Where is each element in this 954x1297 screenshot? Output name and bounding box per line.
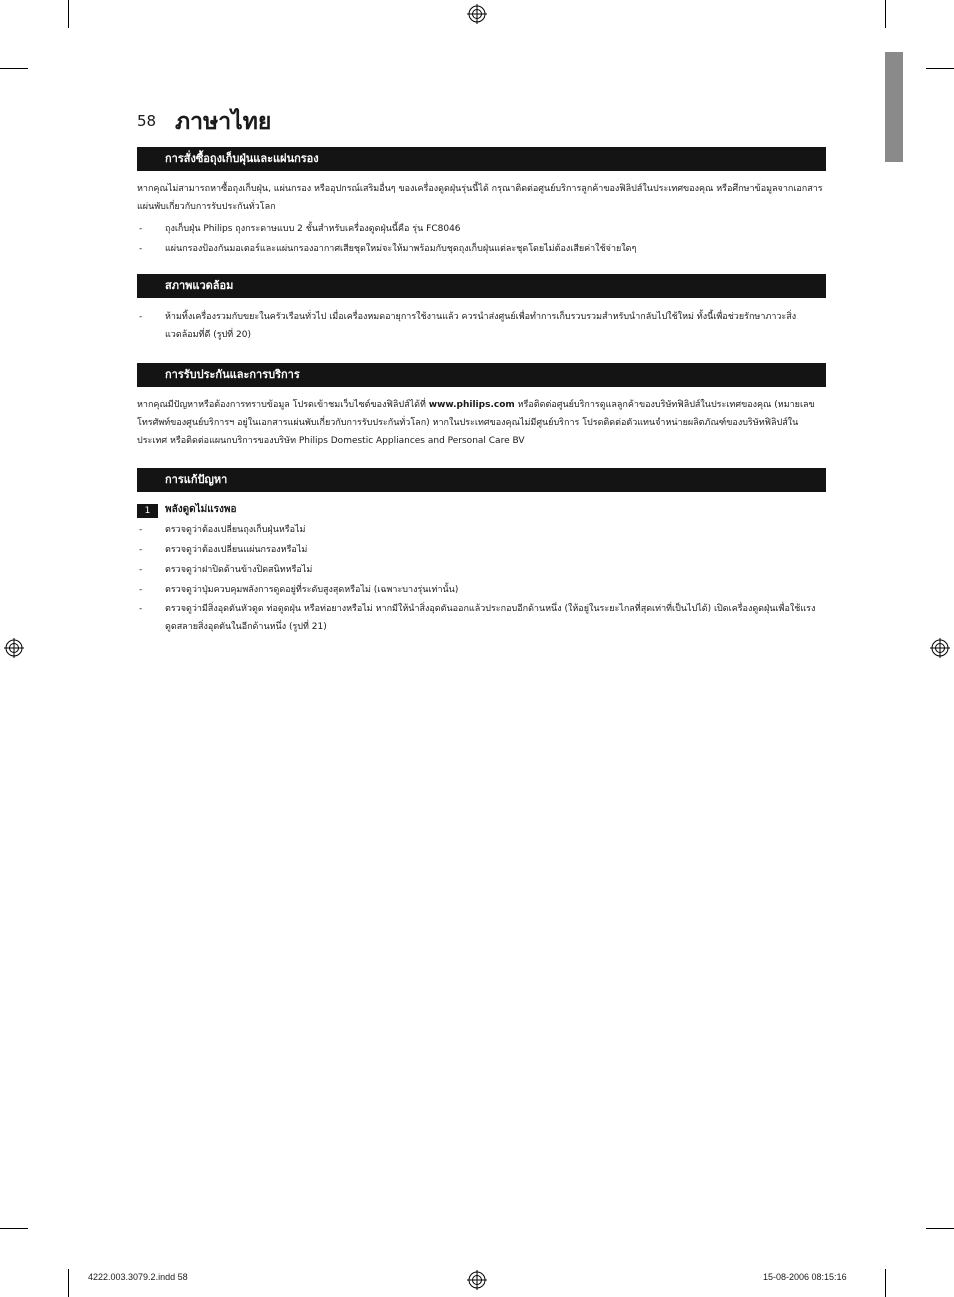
crop-mark (926, 68, 954, 69)
philips-website-link[interactable]: www.philips.com (428, 400, 515, 410)
crop-mark (885, 0, 886, 28)
language-side-tab (885, 52, 903, 162)
list-item: - ตรวจดูว่าต้องเปลี่ยนถุงเก็บฝุ่นหรือไม่ (139, 525, 306, 535)
list-item: - ตรวจดูว่าปุ่มควบคุมพลังการดูดอยู่ที่ระดับสูงสุดหรือไม่ (เฉพาะบางรุ่นเท่านั้น) (139, 585, 459, 595)
section-heading-guarantee: การรับประกันและการบริการ (137, 363, 826, 387)
page-title: ภาษาไทย (175, 109, 272, 135)
list-item: - ตรวจดูว่าต้องเปลี่ยนแผ่นกรองหรือไม่ (139, 545, 308, 555)
registration-mark-icon (930, 638, 950, 658)
crop-mark (0, 68, 28, 69)
page-number: 58 (137, 112, 157, 130)
crop-mark (926, 1228, 954, 1229)
registration-mark-icon (4, 638, 24, 658)
crop-mark (68, 1269, 69, 1297)
list-item: - ตรวจดูว่ามีสิ่งอุดตันหัวดูด ท่อดูดฝุ่น หรือท่อยางหรือไม่ หากมีให้นำสิ่งอุดตันออกแล้วประกอบอีกด้านหนึ่ง (ให้อยู่ในระยะไกลที่สุดเท่าที่เป็นไปได้) เปิดเครื่องดูดฝุ่นเพื่อใช้แรงดูดสลายสิ่งอุดตันในอีกด้านหนึ่ง (รูปที่ 21) (139, 604, 816, 632)
registration-mark-icon (467, 1270, 487, 1290)
crop-mark (0, 1228, 28, 1229)
crop-mark (68, 0, 69, 28)
list-item: - ห้ามทิ้งเครื่องรวมกับขยะในครัวเรือนทั่วไป เมื่อเครื่องหมดอายุการใช้งานแล้ว ควรนำส่งศูนย์เพื่อทำการเก็บรวบรวมสำหรับนำกลับไปใช้ใหม่ ทั้งนี้เพื่อช่วยรักษาภาวะสิ่งแวดล้อมที่ดี (รูปที่ 20) (139, 312, 797, 340)
ordering-intro: หากคุณไม่สามารถหาซื้อถุงเก็บฝุ่น, แผ่นกรอง หรืออุปกรณ์เสริมอื่นๆ ของเครื่องดูดฝุ่นรุ่นนี้ได้ กรุณาติดต่อศูนย์บริการลูกค้าของฟิลิปส์ในประเทศของคุณ หรือศึกษาข้อมูลจากเอกสารแผ่นพับเกี่ยวกับการรับประกันทั่วโลก (137, 184, 823, 212)
list-item: - ตรวจดูว่าฝาปิดด้านข้างปิดสนิทหรือไม่ (139, 565, 313, 575)
list-item: - ถุงเก็บฝุ่น Philips ถุงกระดาษแบบ 2 ชั้นสำหรับเครื่องดูดฝุ่นนี้คือ รุ่น FC8046 (139, 224, 461, 234)
footer-timestamp: 15-08-2006 08:15:16 (763, 1272, 847, 1282)
step-title: พลังดูดไม่แรงพอ (165, 504, 237, 515)
crop-mark (885, 1269, 886, 1297)
guarantee-text: หากคุณมีปัญหาหรือต้องการทราบข้อมูล โปรดเข้าชมเว็บไซต์ของฟิลิปส์ได้ที่ www.philips.com หรือติดต่อศูนย์บริการดูแลลูกค้าของบริษัทฟิลิปส์ในประเทศของคุณ (หมายเลขโทรศัพท์ของศูนย์บริการฯ อยู่ในเอกสารแผ่นพับเกี่ยวกับการรับประกันทั่วโลก) หากในประเทศของคุณไม่มีศูนย์บริการ โปรดติดต่อตัวแทนจำหน่ายผลิตภัณฑ์ของบริษัทฟิลิปส์ในประเทศ หรือติดต่อแผนกบริการของบริษัท Philips Domestic Appliances and Personal Care BV (137, 400, 815, 446)
step-number-badge: 1 (137, 504, 158, 518)
section-heading-environment: สภาพแวดล้อม (137, 274, 826, 298)
section-heading-troubleshooting: การแก้ปัญหา (137, 468, 826, 492)
section-heading-ordering: การสั่งซื้อถุงเก็บฝุ่นและแผ่นกรอง (137, 147, 826, 171)
footer-file-info: 4222.003.3079.2.indd 58 (88, 1272, 188, 1282)
list-item: - แผ่นกรองป้องกันมอเตอร์และแผ่นกรองอากาศเสียชุดใหม่จะให้มาพร้อมกับชุดถุงเก็บฝุ่นแต่ละชุดโดยไม่ต้องเสียค่าใช้จ่ายใดๆ (139, 244, 637, 254)
registration-mark-icon (467, 4, 487, 24)
